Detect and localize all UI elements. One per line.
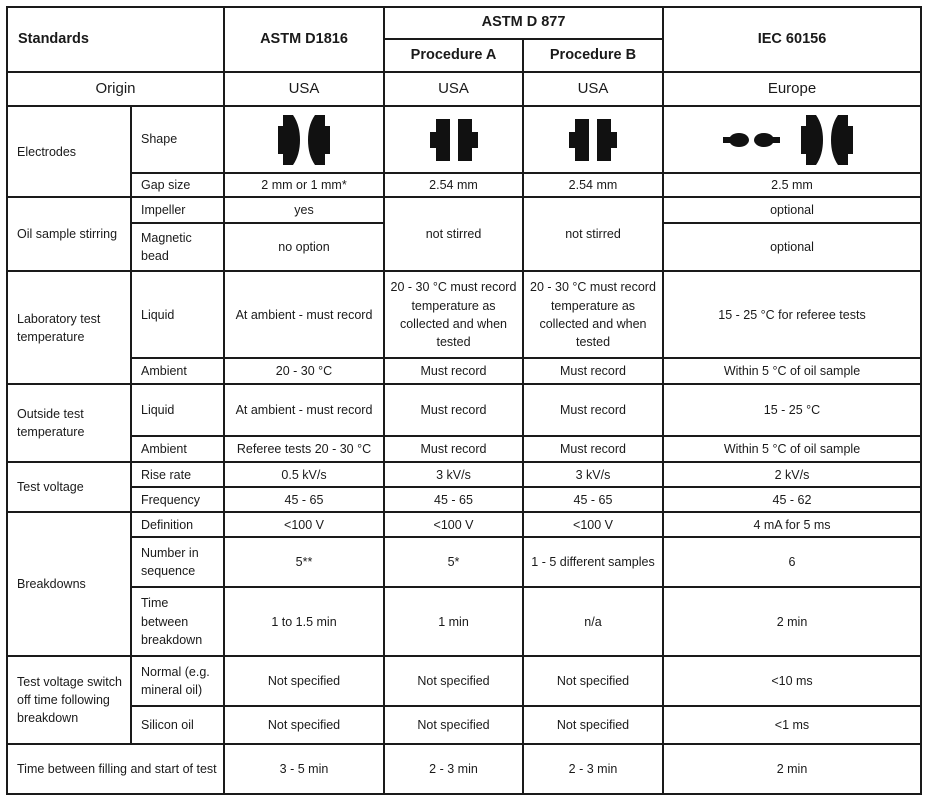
origin-proc-a: USA: [384, 72, 523, 106]
outside-ambient-iec: Within 5 °C of oil sample: [663, 436, 921, 462]
frequency-label: Frequency: [131, 487, 224, 512]
astm-d877-header: ASTM D 877: [384, 7, 663, 39]
rise-rate-label: Rise rate: [131, 462, 224, 487]
filling-proc-a: 2 - 3 min: [384, 744, 523, 794]
time-proc-b: n/a: [523, 587, 663, 656]
outside-ambient-d1816: Referee tests 20 - 30 °C: [224, 436, 384, 462]
origin-d1816: USA: [224, 72, 384, 106]
definition-iec: 4 mA for 5 ms: [663, 512, 921, 537]
procedure-a-header: Procedure A: [384, 39, 523, 72]
lab-ambient-label: Ambient: [131, 358, 224, 384]
definition-proc-b: <100 V: [523, 512, 663, 537]
time-d1816: 1 to 1.5 min: [224, 587, 384, 656]
stirring-proc-b: not stirred: [523, 197, 663, 271]
number-iec: 6: [663, 537, 921, 587]
number-proc-b: 1 - 5 different samples: [523, 537, 663, 587]
lab-ambient-d1816: 20 - 30 °C: [224, 358, 384, 384]
outside-temp-label: Outside test temperature: [7, 384, 131, 462]
shape-proc-b-cell: [523, 106, 663, 173]
shape-d1816-cell: [224, 106, 384, 173]
normal-proc-a: Not specified: [384, 656, 523, 706]
silicon-d1816: Not specified: [224, 706, 384, 744]
lab-temp-label: Laboratory test temperature: [7, 271, 131, 384]
table-container: [6, 6, 922, 795]
filling-iec: 2 min: [663, 744, 921, 794]
lab-ambient-iec: Within 5 °C of oil sample: [663, 358, 921, 384]
lab-ambient-proc-b: Must record: [523, 358, 663, 384]
definition-d1816: <100 V: [224, 512, 384, 537]
outside-ambient-proc-a: Must record: [384, 436, 523, 462]
outside-liquid-d1816: At ambient - must record: [224, 384, 384, 436]
impeller-d1816: yes: [224, 197, 384, 223]
impeller-label: Impeller: [131, 197, 224, 223]
freq-iec: 45 - 62: [663, 487, 921, 512]
magnetic-iec: optional: [663, 223, 921, 271]
normal-d1816: Not specified: [224, 656, 384, 706]
rise-d1816: 0.5 kV/s: [224, 462, 384, 487]
origin-proc-b: USA: [523, 72, 663, 106]
gap-size-label: Gap size: [131, 173, 224, 197]
procedure-b-header: Procedure B: [523, 39, 663, 72]
time-between-breakdown-label: Time between breakdown: [131, 587, 224, 656]
gap-proc-b: 2.54 mm: [523, 173, 663, 197]
astm-d1816-header: ASTM D1816: [224, 7, 384, 72]
outside-ambient-proc-b: Must record: [523, 436, 663, 462]
silicon-proc-a: Not specified: [384, 706, 523, 744]
rise-proc-a: 3 kV/s: [384, 462, 523, 487]
outside-liquid-iec: 15 - 25 °C: [663, 384, 921, 436]
flat-disc-electrodes-icon: [424, 115, 484, 165]
lab-liquid-label: Liquid: [131, 271, 224, 358]
definition-label: Definition: [131, 512, 224, 537]
lab-ambient-proc-a: Must record: [384, 358, 523, 384]
magnetic-bead-label: Magnetic bead: [131, 223, 224, 271]
number-d1816: 5**: [224, 537, 384, 587]
rise-proc-b: 3 kV/s: [523, 462, 663, 487]
filling-time-label: Time between filling and start of test: [7, 744, 224, 794]
freq-proc-a: 45 - 65: [384, 487, 523, 512]
freq-proc-b: 45 - 65: [523, 487, 663, 512]
mushroom-electrodes-icon: [269, 111, 339, 169]
rise-iec: 2 kV/s: [663, 462, 921, 487]
freq-d1816: 45 - 65: [224, 487, 384, 512]
standards-header: Standards: [7, 7, 224, 72]
silicon-proc-b: Not specified: [523, 706, 663, 744]
number-proc-a: 5*: [384, 537, 523, 587]
standards-comparison-table: [6, 6, 922, 795]
oil-stirring-label: Oil sample stirring: [7, 197, 131, 271]
lab-liquid-proc-a: 20 - 30 °C must record temperature as collected and when tested: [384, 271, 523, 358]
stirring-proc-a: not stirred: [384, 197, 523, 271]
silicon-oil-label: Silicon oil: [131, 706, 224, 744]
outside-ambient-label: Ambient: [131, 436, 224, 462]
magnetic-d1816: no option: [224, 223, 384, 271]
silicon-iec: <1 ms: [663, 706, 921, 744]
time-iec: 2 min: [663, 587, 921, 656]
origin-iec: Europe: [663, 72, 921, 106]
gap-d1816: 2 mm or 1 mm*: [224, 173, 384, 197]
electrodes-label: Electrodes: [7, 106, 131, 197]
lab-liquid-iec: 15 - 25 °C for referee tests: [663, 271, 921, 358]
filling-proc-b: 2 - 3 min: [523, 744, 663, 794]
impeller-iec: optional: [663, 197, 921, 223]
shape-label: Shape: [131, 106, 224, 173]
flat-disc-electrodes-icon: [563, 115, 623, 165]
iec-60156-header: IEC 60156: [663, 7, 921, 72]
time-proc-a: 1 min: [384, 587, 523, 656]
gap-proc-a: 2.54 mm: [384, 173, 523, 197]
normal-proc-b: Not specified: [523, 656, 663, 706]
lab-liquid-d1816: At ambient - must record: [224, 271, 384, 358]
sphere-and-mushroom-electrodes-icon: [717, 111, 867, 169]
filling-d1816: 3 - 5 min: [224, 744, 384, 794]
outside-liquid-proc-a: Must record: [384, 384, 523, 436]
definition-proc-a: <100 V: [384, 512, 523, 537]
lab-liquid-proc-b: 20 - 30 °C must record temperature as collected and when tested: [523, 271, 663, 358]
breakdowns-label: Breakdowns: [7, 512, 131, 656]
switch-off-label: Test voltage switch off time following breakdown: [7, 656, 131, 744]
outside-liquid-proc-b: Must record: [523, 384, 663, 436]
test-voltage-label: Test voltage: [7, 462, 131, 512]
gap-iec: 2.5 mm: [663, 173, 921, 197]
shape-proc-a-cell: [384, 106, 523, 173]
outside-liquid-label: Liquid: [131, 384, 224, 436]
number-in-sequence-label: Number in sequence: [131, 537, 224, 587]
shape-iec-cell: [663, 106, 921, 173]
normal-iec: <10 ms: [663, 656, 921, 706]
normal-oil-label: Normal (e.g. mineral oil): [131, 656, 224, 706]
origin-label: Origin: [7, 72, 224, 106]
